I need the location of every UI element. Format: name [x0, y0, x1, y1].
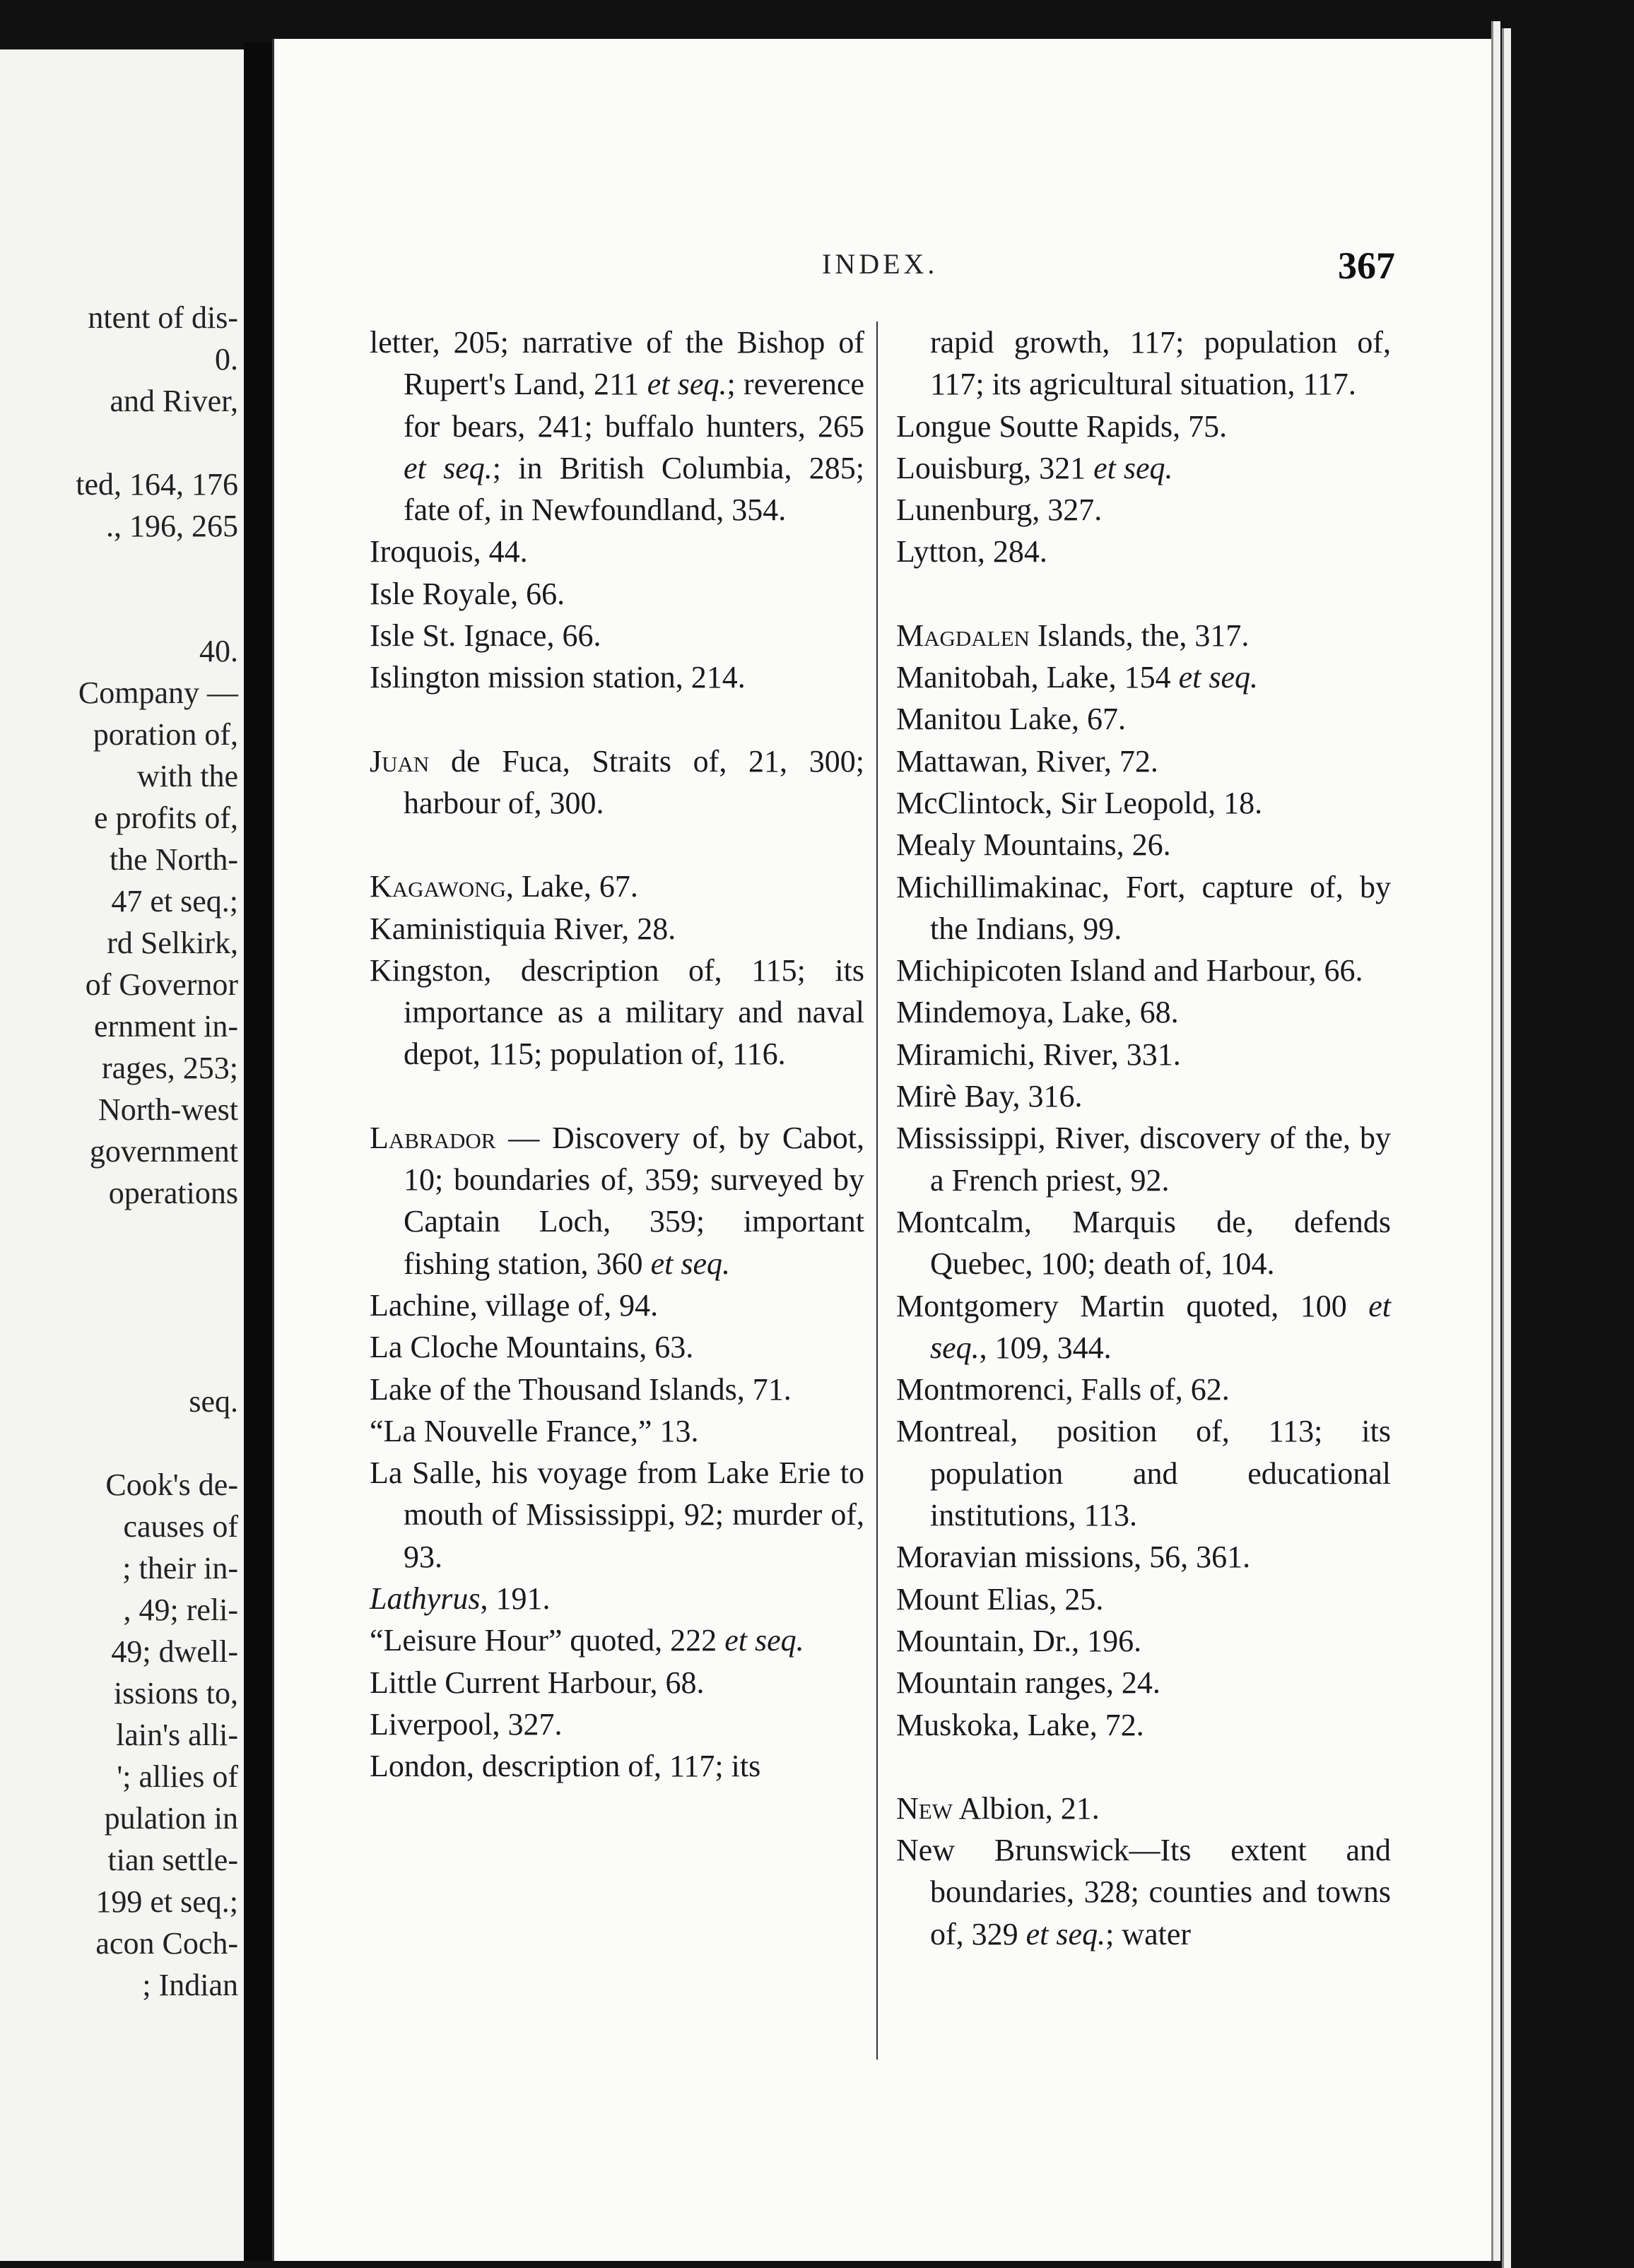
index-entry: Lathyrus, 191. [370, 1581, 551, 1617]
column-rule [876, 321, 878, 2060]
facing-page-line: ntent of dis- [88, 300, 238, 335]
index-entry: Lytton, 284. [896, 534, 1047, 569]
index-entry: Kaministiquia River, 28. [370, 911, 676, 946]
facing-page-line: ted, 164, 176 [76, 467, 238, 502]
section-gap [370, 699, 864, 740]
facing-page-line [0, 1422, 238, 1464]
index-entry: Montmorenci, Falls of, 62. [896, 1372, 1230, 1407]
facing-page-line: , 49; reli- [123, 1593, 238, 1627]
facing-page-line: '; allies of [117, 1759, 238, 1794]
facing-page-line: operations [108, 1176, 238, 1210]
facing-page [0, 49, 244, 2261]
index-entry: McClintock, Sir Leopold, 18. [896, 785, 1263, 820]
index-entry: Michillimakinac, Fort, capture of, by the Indians, 99. [896, 869, 1391, 946]
index-entry: Mealy Mountains, 26. [896, 827, 1171, 863]
index-entry: Michipicoten Island and Harbour, 66. [896, 953, 1363, 988]
index-entry: Muskoka, Lake, 72. [896, 1707, 1144, 1742]
facing-page-line: poration of, [93, 717, 238, 752]
facing-page-line [0, 1297, 238, 1339]
index-entry: Liverpool, 327. [370, 1706, 563, 1742]
facing-page-line [0, 1214, 238, 1256]
index-entry: Lachine, village of, 94. [370, 1287, 659, 1323]
index-entry: Mount Elias, 25. [896, 1581, 1104, 1617]
index-entry: Mountain ranges, 24. [896, 1665, 1160, 1701]
facing-page-line: rages, 253; [101, 1051, 238, 1085]
index-entry: Montreal, position of, 113; its population and educational institutions, 113. [896, 1414, 1391, 1533]
index-entry: Mississippi, River, discovery of the, by a French priest, 92. [896, 1121, 1391, 1198]
facing-page-line: with the [137, 759, 238, 793]
index-entry: Little Current Harbour, 68. [370, 1665, 705, 1700]
facing-page-line: government [89, 1134, 238, 1169]
index-entry: “La Nouvelle France,” 13. [370, 1413, 699, 1448]
index-entry: Labrador — Discovery of, by Cabot, 10; boundaries of, 359; surveyed by Captain Loch, 359; important fishing station, 360 et seq. [370, 1120, 864, 1281]
book-spine [244, 42, 272, 2261]
facing-page-line: 40. [199, 634, 238, 668]
facing-page-line [0, 1256, 238, 1297]
index-column-left [370, 321, 864, 1788]
index-entry: Longue Soutte Rapids, 75. [896, 408, 1228, 444]
index-entry: La Salle, his voyage from Lake Erie to mouth of Mississippi, 92; murder of, 93. [370, 1455, 864, 1574]
page-edge [1491, 21, 1500, 2261]
index-entry: letter, 205; narrative of the Bishop of Rupert's Land, 211 et seq.; reverence for bears, 241; buffalo hunters, 265 et seq.; in British Columbia, 285; fate of, in Newfoundland, 354. [370, 325, 865, 528]
index-entry: Mirè Bay, 316. [896, 1079, 1083, 1114]
facing-page-line [0, 422, 238, 463]
index-entry: Juan de Fuca, Straits of, 21, 300; harbour of, 300. [370, 743, 864, 820]
facing-page-line: tian settle- [107, 1843, 238, 1877]
index-entry: London, description of, 117; its [370, 1749, 761, 1784]
index-entry: New Brunswick—Its extent and boundaries, 328; counties and towns of, 329 et seq.; water [896, 1833, 1391, 1951]
page-edge [1502, 28, 1511, 2268]
index-entry: Miramichi, River, 331. [896, 1036, 1181, 1072]
index-page [272, 39, 1493, 2261]
index-entry: “Leisure Hour” quoted, 222 et seq. [370, 1623, 804, 1658]
page-number: 367 [1338, 244, 1395, 287]
facing-page-line: 49; dwell- [111, 1634, 238, 1669]
running-head: INDEX. [822, 248, 939, 280]
facing-page-line [0, 547, 238, 589]
facing-page-line: acon Coch- [95, 1926, 238, 1961]
section-gap [370, 824, 864, 866]
facing-page-line [0, 589, 238, 630]
index-entry: La Cloche Mountains, 63. [370, 1330, 694, 1365]
facing-page-line: 199 et seq.; [95, 1884, 238, 1919]
facing-page-line: e profits of, [93, 801, 238, 835]
index-entry: Kingston, description of, 115; its importance as a military and naval depot, 115; population of, 116. [370, 952, 864, 1072]
facing-page-line: of Governor [85, 967, 238, 1002]
facing-page-line: ernment in- [93, 1009, 238, 1044]
index-entry: Montcalm, Marquis de, defends Quebec, 100; death of, 104. [896, 1204, 1391, 1282]
facing-page-line: 47 et seq.; [111, 884, 238, 919]
page-header [274, 244, 1493, 286]
facing-page-line: 0. [215, 342, 238, 377]
section-gap [896, 1746, 1391, 1788]
facing-page-line: pulation in [104, 1801, 238, 1836]
index-entry: Mountain, Dr., 196. [896, 1623, 1142, 1658]
index-entry: Lake of the Thousand Islands, 71. [370, 1371, 792, 1407]
facing-page-line: Company — [78, 675, 238, 710]
index-entry: Manitou Lake, 67. [896, 702, 1127, 737]
section-gap [896, 573, 1391, 615]
index-entry: Montgomery Martin quoted, 100 et seq., 109, 344. [896, 1288, 1391, 1365]
index-entry: Moravian missions, 56, 361. [896, 1540, 1251, 1575]
index-entry: Mattawan, River, 72. [896, 743, 1158, 779]
index-entry: Islington mission station, 214. [370, 660, 746, 695]
index-entry: Kagawong, Lake, 67. [370, 869, 638, 904]
index-entry: Manitobah, Lake, 154 et seq. [896, 660, 1258, 695]
index-entry: Mindemoya, Lake, 68. [896, 995, 1179, 1030]
index-entry: Iroquois, 44. [370, 534, 528, 569]
index-entry: Louisburg, 321 et seq. [896, 450, 1173, 485]
facing-page-line: lain's alli- [116, 1718, 238, 1752]
facing-page-line: ; Indian [142, 1968, 238, 2002]
facing-page-line: and River, [110, 384, 238, 418]
facing-page-line: causes of [123, 1509, 238, 1544]
index-entry: Isle Royale, 66. [370, 576, 565, 611]
facing-page-line: rd Selkirk, [107, 926, 238, 960]
facing-page-line: North-west [98, 1092, 238, 1127]
facing-page-line: issions to, [113, 1676, 238, 1711]
facing-page-text [0, 297, 238, 2006]
section-gap [370, 1075, 864, 1117]
facing-page-line: ., 196, 265 [106, 509, 238, 543]
facing-page-line [0, 1339, 238, 1381]
index-entry: New Albion, 21. [896, 1790, 1100, 1826]
facing-page-line: Cook's de- [105, 1467, 238, 1502]
facing-page-line: seq. [189, 1384, 238, 1419]
index-entry: Isle St. Ignace, 66. [370, 618, 601, 654]
facing-page-line: ; their in- [122, 1551, 238, 1585]
index-entry: Lunenburg, 327. [896, 492, 1103, 528]
index-entry: rapid growth, 117; population of, 117; its agricultural situation, 117. [930, 325, 1391, 402]
index-entry: Magdalen Islands, the, 317. [896, 618, 1250, 653]
facing-page-line: the North- [109, 842, 238, 877]
index-column-right [896, 321, 1391, 1955]
